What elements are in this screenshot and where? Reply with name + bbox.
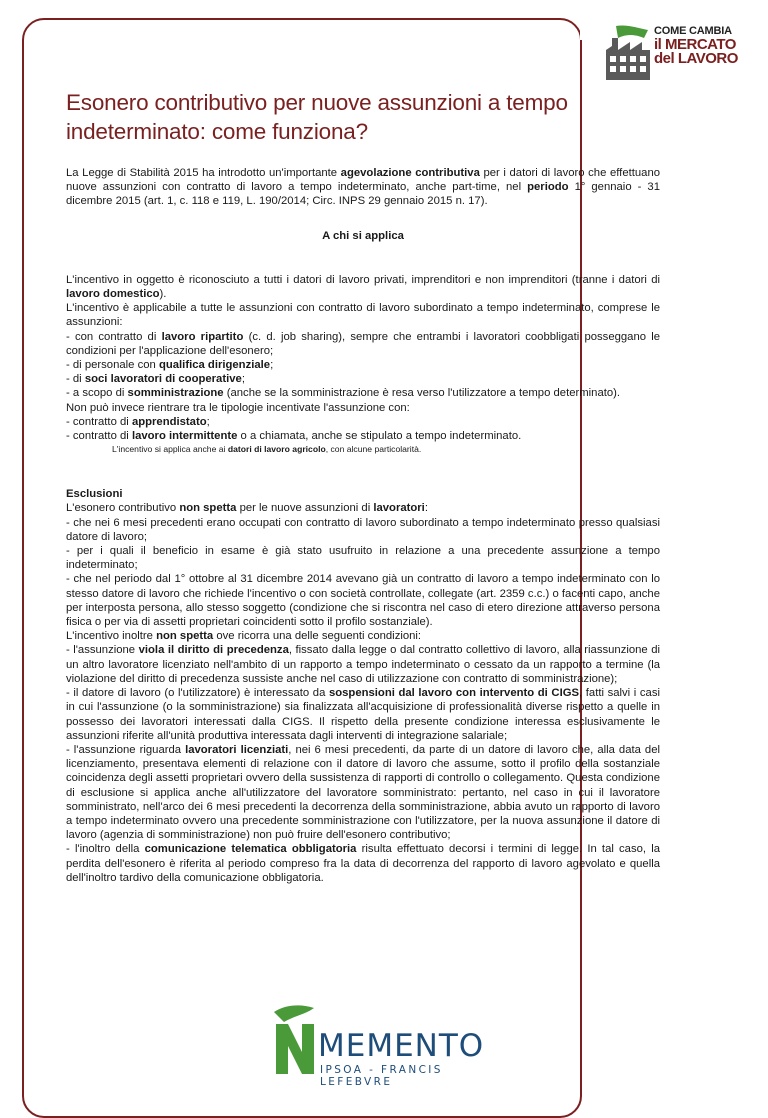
- list-item: - l'assunzione riguarda lavoratori licenziati, nei 6 mesi precedenti, da parte di un datore di lavoro che, alla data del licenziamento, presentava elementi di relazione con il datore di lavoro che assume, sotto il profilo della sostanziale coincidenza degli assetti proprietari ovvero della sussistenza di rapporti di controllo o collegamento. Questa condizione di esclusione si applica anche all'utilizzatore del lavoratore somministrato: pertanto, nel caso in cui il lavoratore somministrato, nell'arco dei 6 mesi precedenti la decorrenza della somministrazione, abbia avuto un rapporto di lavoro a tempo indeterminato ovvero una precedente somministrazione con l'utilizzatore, per la nuova assunzione il datore di lavoro (agenzia di somministrazione) non può fruire dell'esonero contributivo;: [66, 743, 660, 842]
- come-cambia-logo: [604, 20, 754, 84]
- section-heading-applies: A chi si applica: [322, 229, 404, 242]
- list-item: - di soci lavoratori di cooperative;: [66, 373, 245, 386]
- paragraph: L'incentivo in oggetto è riconosciuto a tutti i datori di lavoro privati, imprenditori e non imprenditori (tranne i datori di lavoro domestico).: [66, 273, 660, 301]
- memento-leaf-icon: [268, 1000, 320, 1080]
- memento-logo: [268, 1000, 498, 1088]
- paragraph: Non può invece rientrare tra le tipologie incentivate l'assunzione con:: [66, 401, 410, 414]
- list-item: - che nei 6 mesi precedenti erano occupati con contratto di lavoro subordinato a tempo indeterminato presso qualsiasi datore di lavoro;: [66, 516, 660, 543]
- section-heading-exclusions: Esclusioni: [66, 488, 123, 501]
- list-item: - contratto di apprendistato;: [66, 415, 210, 428]
- list-item: - l'inoltro della comunicazione telematica obbligatoria risulta effettuato decorsi i termini di legge. In tal caso, la perdita dell'esonero è riferita al periodo compreso fra la data di decorrenza del rapporto di lavoro agevolato e quella dell'inoltro tardivo della comunicazione obbligatoria.: [66, 843, 661, 884]
- list-item: - di personale con qualifica dirigenziale;: [66, 359, 274, 372]
- list-item: - per i quali il beneficio in esame è già stato usufruito in relazione a una precedente assunzione a tempo indeterminato;: [66, 545, 660, 572]
- note: L'incentivo si applica anche ai datori di lavoro agricolo, con alcune particolarità.: [112, 444, 422, 455]
- paragraph: L'esonero contributivo non spetta per le nuove assunzioni di lavoratori:: [66, 502, 428, 515]
- list-item: - il datore di lavoro (o l'utilizzatore) è interessato da sospensioni dal lavoro con intervento di CIGS, fatti salvi i casi in cui l'assunzione (o la somministrazione) sia finalizzata all'acquisizione di professionalità diverse rispetto a quelle in possesso dei lavoratori interessati dalla CIGS. Il rispetto della presente condizione interessa esclusivamente le assunzioni riferite all'unità produttiva interessata dagli interventi di integrazione salariale;: [66, 687, 660, 742]
- paragraph: L'incentivo è applicabile a tutte le assunzioni con contratto di lavoro subordinato a tempo indeterminato, comprese le assunzioni:: [66, 302, 660, 329]
- factory-icon: [604, 24, 654, 80]
- page-title: Esonero contributivo per nuove assunzioni a tempo indeterminato: come funziona?: [66, 90, 568, 144]
- memento-wordmark: MEMENTO: [318, 1028, 485, 1064]
- document-body: [66, 166, 660, 885]
- logo-line-2: il MERCATO: [654, 36, 736, 53]
- logo-line-3: del LAVORO: [654, 50, 738, 67]
- paragraph: L'incentivo inoltre non spetta ove ricorra una delle seguenti condizioni:: [66, 630, 422, 643]
- list-item: - con contratto di lavoro ripartito (c. d. job sharing), sempre che entrambi i lavoratori coobbligati posseggano le condizioni per l'applicazione dell'esonero;: [66, 330, 661, 357]
- intro-paragraph: La Legge di Stabilità 2015 ha introdotto un'importante agevolazione contributiva per i datori di lavoro che effettuano nuove assunzioni con contratto di lavoro a tempo indeterminato, anche part-time, nel periodo 1° gennaio - 31 dicembre 2015 (art. 1, c. 118 e 119, L. 190/2014; Circ. INPS 29 gennaio 2015 n. 17).: [66, 167, 661, 208]
- list-item: - a scopo di somministrazione (anche se la somministrazione è resa verso l'utilizzatore a tempo determinato).: [66, 387, 621, 400]
- logo-line-1: COME CAMBIA: [654, 25, 732, 37]
- memento-subtitle: IPSOA - FRANCIS LEFEBVRE: [320, 1064, 443, 1088]
- list-item: - contratto di lavoro intermittente o a chiamata, anche se stipulato a tempo indeterminato.: [66, 430, 522, 443]
- list-item: - che nel periodo dal 1° ottobre al 31 dicembre 2014 avevano già un contratto di lavoro a tempo indeterminato con lo stesso datore di lavoro che richiede l'incentivo o con società controllate, collegate (art. 2359 c.c.) o facenti capo, anche per interposta persona, allo stesso soggetto (condizione che si riscontra nel caso di etero direzione attraverso persona fisica o per via di assetti proprietari coincidenti sotto il profilo sostanziale).: [66, 573, 660, 629]
- list-item: - l'assunzione viola il diritto di precedenza, fissato dalla legge o dal contratto collettivo di lavoro, alla riassunzione di un altro lavoratore licenziato nell'ambito di un rapporto a tempo indeterminato o cessato da un rapporto a termine (la violazione del diritto di precedenza sussiste anche nel caso di utilizzazione con contratto di somministrazione);: [66, 644, 661, 685]
